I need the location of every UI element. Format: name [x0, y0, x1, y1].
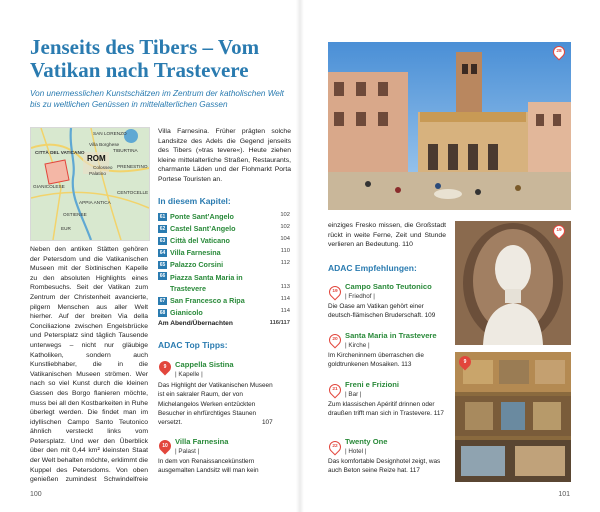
continued-text: einziges Fresko missen, die Großstadt rückt in weite Ferne, Zeit und Stunde verlieren an Bedeutung. 110	[328, 222, 446, 249]
photo-marker-icon: 9	[457, 354, 474, 371]
kapitel-heading: In diesem Kapitel:	[158, 196, 231, 206]
map-label: Villa Borghese	[89, 142, 120, 147]
kapitel-item[interactable]: 66 Piazza Santa Maria in Trastevere 113	[159, 273, 290, 293]
photo-santa-maria-trastevere	[328, 42, 571, 210]
kapitel-item[interactable]: 65 Palazzo Corsini 112	[159, 260, 290, 269]
chapter-title: Jenseits des Tibers – Vom Vatikan nach Trastevere	[30, 35, 260, 82]
empf-description: Zum klassischen Apéritif drinnen oder draußen trifft man sich in Trastevere. 117	[328, 401, 444, 418]
empf-description: Die Oase am Vatikan gehört einer deutsch-flämischen Bruderschaft. 109	[328, 303, 436, 320]
empf-name[interactable]: Santa Maria in Trastevere	[345, 331, 437, 340]
photo-marker-icon: 19	[551, 223, 568, 240]
empf-category: | Hotel |	[345, 448, 367, 455]
tip-category: | Kapelle |	[175, 371, 203, 378]
fresco-photo-graphic	[455, 352, 571, 482]
map-label: TIBURTINA	[113, 148, 138, 153]
top-tipps-heading: ADAC Top Tipps:	[158, 340, 228, 350]
tip-description: In dem von Renaissancekünstlern ausgemalten Landsitz will man kein	[158, 458, 259, 475]
map-label-city: ROM	[87, 154, 106, 163]
kapitel-item[interactable]: 64 Villa Farnesina 110	[159, 248, 290, 257]
map-label: Colosseo	[93, 165, 113, 170]
map-label: CITTÀ DEL VATICANO	[35, 150, 85, 155]
body-text-col2: Villa Farnesina. Früher prägten solche Landsitze des Adels die Gegend jenseits des Tibers (»tras tevere«). Heute ziehen kleine mittelalterliche Straßen, Restaurants, charmante Läden und der Flohmarkt Porta Portese Touristen an.	[158, 128, 291, 183]
empf-description: Das komfortable Designhotel zeigt, was auch Beton seine Reize hat. 117	[328, 458, 441, 475]
photo-sistine-chapel	[455, 352, 571, 482]
map-label: APPIA ANTICA	[79, 200, 111, 205]
empf-category: | Bar |	[345, 391, 362, 398]
map-label: SAN LORENZO	[93, 131, 127, 136]
map-label: Palatino	[89, 171, 106, 176]
map-label: PRENESTINO	[117, 164, 148, 169]
empf-marker-icon: 19	[327, 284, 344, 301]
empf-marker-icon: 21	[327, 382, 344, 399]
empf-category: | Friedhof |	[345, 293, 375, 300]
bust-photo-graphic	[455, 221, 571, 345]
map-label: CENTOCELLE	[117, 190, 149, 195]
abend-item[interactable]: Am Abend/Übernachten 116/117	[158, 320, 290, 327]
tip-name[interactable]: Cappella Sistina	[175, 360, 234, 369]
empf-name[interactable]: Freni e Frizioni	[345, 380, 400, 389]
page-number: 100	[30, 491, 42, 498]
kapitel-item[interactable]: 62 Castel Sant’Angelo 102	[159, 224, 290, 233]
empf-marker-icon: 22	[327, 439, 344, 456]
photo-marker-icon: 28	[551, 44, 568, 61]
photo-bust	[455, 221, 571, 345]
empf-description: Im Kircheninnern überraschen die goldtrunkenen Mosaiken. 113	[328, 352, 424, 369]
map-label: EUR	[61, 226, 71, 231]
piazza-photo-graphic	[328, 42, 571, 210]
tip-description: Das Highlight der Vatikanischen Museen ist ein sakraler Raum, der von Michelangelos Werken entzückten Besucher in ehrfürchtiges Staunen versetzt.	[158, 382, 273, 427]
map-label: GIANICOLESE	[33, 184, 65, 189]
empf-name[interactable]: Twenty One	[345, 437, 388, 446]
empf-category: | Kirche |	[345, 342, 370, 349]
tip-marker-icon: 10	[157, 438, 174, 455]
chapter-subtitle: Von unermesslichen Kunstschätzen im Zentrum der katholischen Welt bis zu weltlichen Genüssen in mittelalterlichen Gassen	[30, 89, 284, 109]
tip-marker-icon: 9	[157, 359, 174, 376]
map-label: OSTIENSE	[63, 212, 87, 217]
empf-name[interactable]: Campo Santo Teutonico	[345, 282, 432, 291]
kapitel-item[interactable]: 67 San Francesco a Ripa 114	[159, 296, 290, 305]
tip-name[interactable]: Villa Farnesina	[175, 437, 229, 446]
district-map	[30, 127, 150, 241]
empf-marker-icon: 20	[327, 332, 344, 349]
kapitel-item[interactable]: 63 Città del Vaticano 104	[159, 236, 290, 245]
tip-page: 107	[262, 419, 273, 426]
tip-category: | Palast |	[175, 448, 200, 455]
body-text-col1: Neben den antiken Stätten gehören der Petersdom und die Vatikanischen Museen mit der Sixtinischen Kapelle zu den absoluten Highlights eines Rombesuchs. Seit der Vatikan zum Zentrum der Christenheit avancierte, pilgern Menschen aus aller Welt hierher. Auf der breiten Via della Conciliazione zwischen Engelsbrücke und Petersplatz sind täglich Tausende unterwegs – nicht nur gläubige Katholiken, sondern auch Kunstliebhaber, die in die Vatikanischen Museen strömen. Wer nach so viel Kunst durch die kleinen Gassen des Borgo flanieren möchte, muss bei all den Kostbarkeiten in Ruhe überlegt werden. Die findet man im idyllischen Campo Santo Teutonico ähnlich versteckt links vom Petersplatz. Und wer den Überblick über den mit 0,44 km² kleinsten Staat der Welt behalten möchte, erklimmt die Kuppel des Petersdoms. Von oben genießen zumindest Schwindelfreie	[30, 246, 148, 484]
empfehlungen-heading: ADAC Empfehlungen:	[328, 263, 417, 273]
kapitel-item[interactable]: 68 Gianicolo 114	[159, 308, 290, 317]
kapitel-item[interactable]: 61 Ponte Sant’Angelo 102	[159, 212, 290, 221]
page-number: 101	[558, 491, 570, 498]
